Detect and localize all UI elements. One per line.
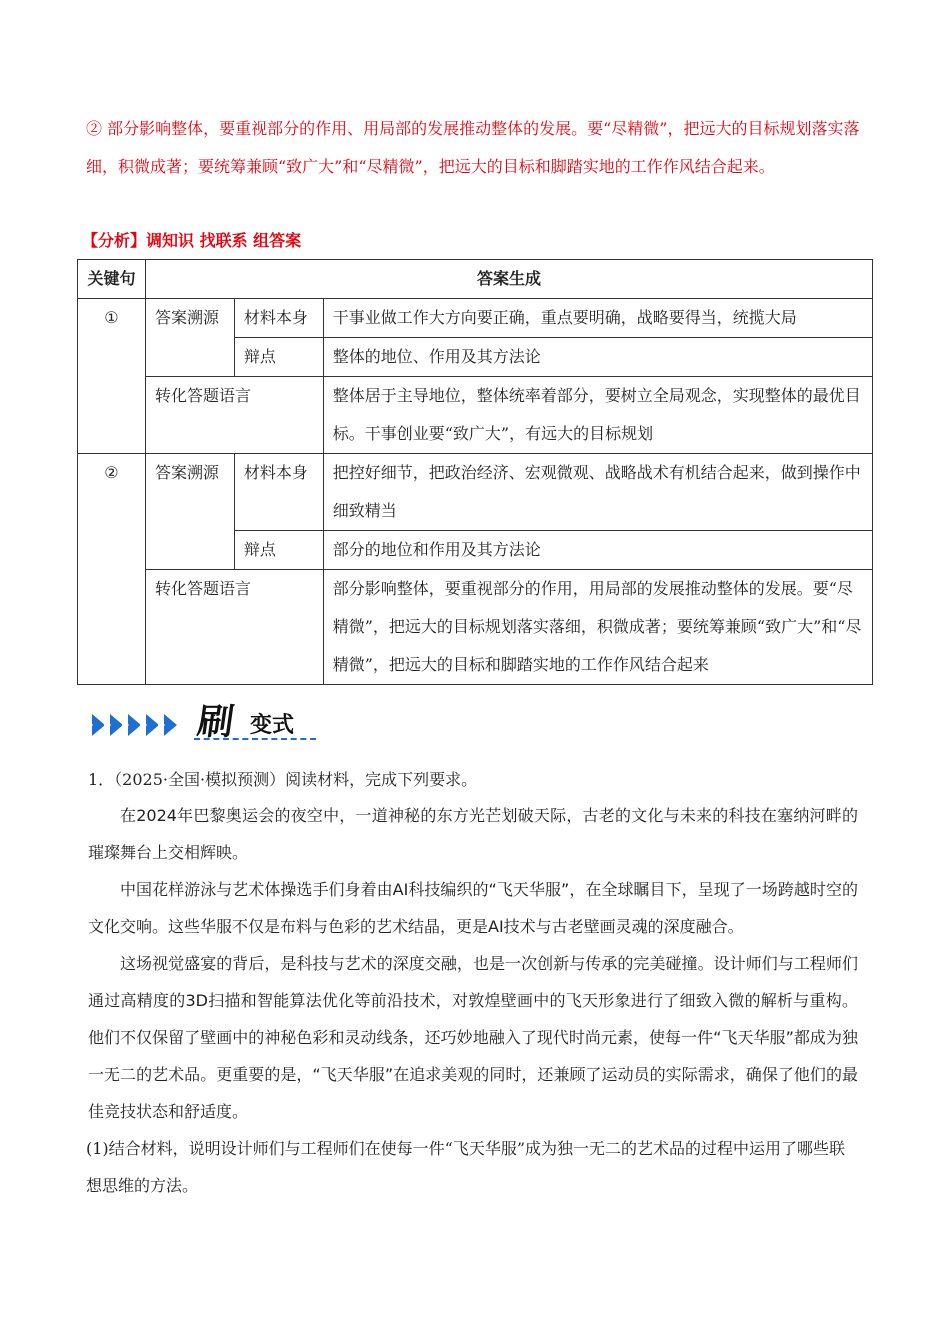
material-text: 把控好细节，把政治经济、宏观微观、战略战术有机结合起来，做到操作中细致精当 <box>323 454 872 531</box>
section-banner <box>90 694 320 744</box>
header-answer-generation: 答案生成 <box>145 260 872 299</box>
point-text: 部分的地位和作用及其方法论 <box>323 531 872 570</box>
table-row <box>78 454 873 531</box>
answer-table <box>77 259 873 685</box>
point-label: 辩点 <box>234 531 323 570</box>
material-paragraph: 中国花样游泳与艺术体操选手们身着由AI科技编织的“飞天华服”，在全球瞩目下，呈现了一场跨越时空的文化交响。这些华服不仅是布料与色彩的艺术结晶，更是AI技术与古老壁画灵魂的深度融合。 <box>88 880 858 936</box>
table-row <box>78 570 873 685</box>
analysis-label: 【分析】调知识 找联系 组答案 <box>82 231 302 250</box>
banner-title: 变式 <box>250 713 295 738</box>
key-sentence-1: ① <box>78 299 146 454</box>
material-paragraph: 在2024年巴黎奥运会的夜空中，一道神秘的东方光芒划破天际，古老的文化与未来的科技在塞纳河畔的璀璨舞台上交相辉映。 <box>88 806 858 862</box>
key-sentence-2: ② <box>78 454 146 685</box>
convert-text: 部分影响整体，要重视部分的作用，用局部的发展推动整体的发展。要“尽精微”，把远大的目标规划落实落细，积微成著；要统筹兼顾“致广大”和“尽精微”，把远大的目标和脚踏实地的工作作风结合起来 <box>323 570 872 685</box>
table-header-row <box>78 260 873 299</box>
material-text: 干事业做工作大方向要正确，重点要明确，战略要得当，统揽大局 <box>323 299 872 338</box>
answer-paragraph-2: ② 部分影响整体，要重视部分的作用、用局部的发展推动整体的发展。要“尽精微”，把远大的目标规划落实落细，积微成著；要统筹兼顾“致广大”和“尽精微”，把远大的目标和脚踏实地的工作作风结合起来。 <box>86 119 860 176</box>
sub-question-1: (1)结合材料，说明设计师们与工程师们在使每一件“飞天华服”成为独一无二的艺术品的过程中运用了哪些联想思维的方法。 <box>86 1139 846 1195</box>
banner-underline <box>194 738 316 740</box>
header-key-sentence: 关键句 <box>78 260 146 299</box>
table-row <box>78 299 873 338</box>
convert-label: 转化答题语言 <box>145 570 323 685</box>
source-label: 答案溯源 <box>145 299 234 377</box>
reading-material <box>88 797 858 1130</box>
material-label: 材料本身 <box>234 299 323 338</box>
convert-text: 整体居于主导地位，整体统率着部分，要树立全局观念，实现整体的最优目标。干事创业要“致广大”，有远大的目标规划 <box>323 377 872 454</box>
question-title: 1．（2025·全国·模拟预测）阅读材料，完成下列要求。 <box>88 770 478 789</box>
material-paragraph: 这场视觉盛宴的背后，是科技与艺术的深度交融，也是一次创新与传承的完美碰撞。设计师们与工程师们通过高精度的3D扫描和智能算法优化等前沿技术，对敦煌壁画中的飞天形象进行了细致入微的解析与重构。他们不仅保留了壁画中的神秘色彩和灵动线条，还巧妙地融入了现代时尚元素，使每一件“飞天华服”都成为独一无二的艺术品。更重要的是，“飞天华服”在追求美观的同时，还兼顾了运动员的实际需求，确保了他们的最佳竞技状态和舒适度。 <box>88 954 858 1121</box>
point-label: 辩点 <box>234 338 323 377</box>
source-label: 答案溯源 <box>145 454 234 570</box>
banner-big-char: 刷 <box>194 701 237 743</box>
point-text: 整体的地位、作用及其方法论 <box>323 338 872 377</box>
material-label: 材料本身 <box>234 454 323 531</box>
convert-label: 转化答题语言 <box>145 377 323 454</box>
